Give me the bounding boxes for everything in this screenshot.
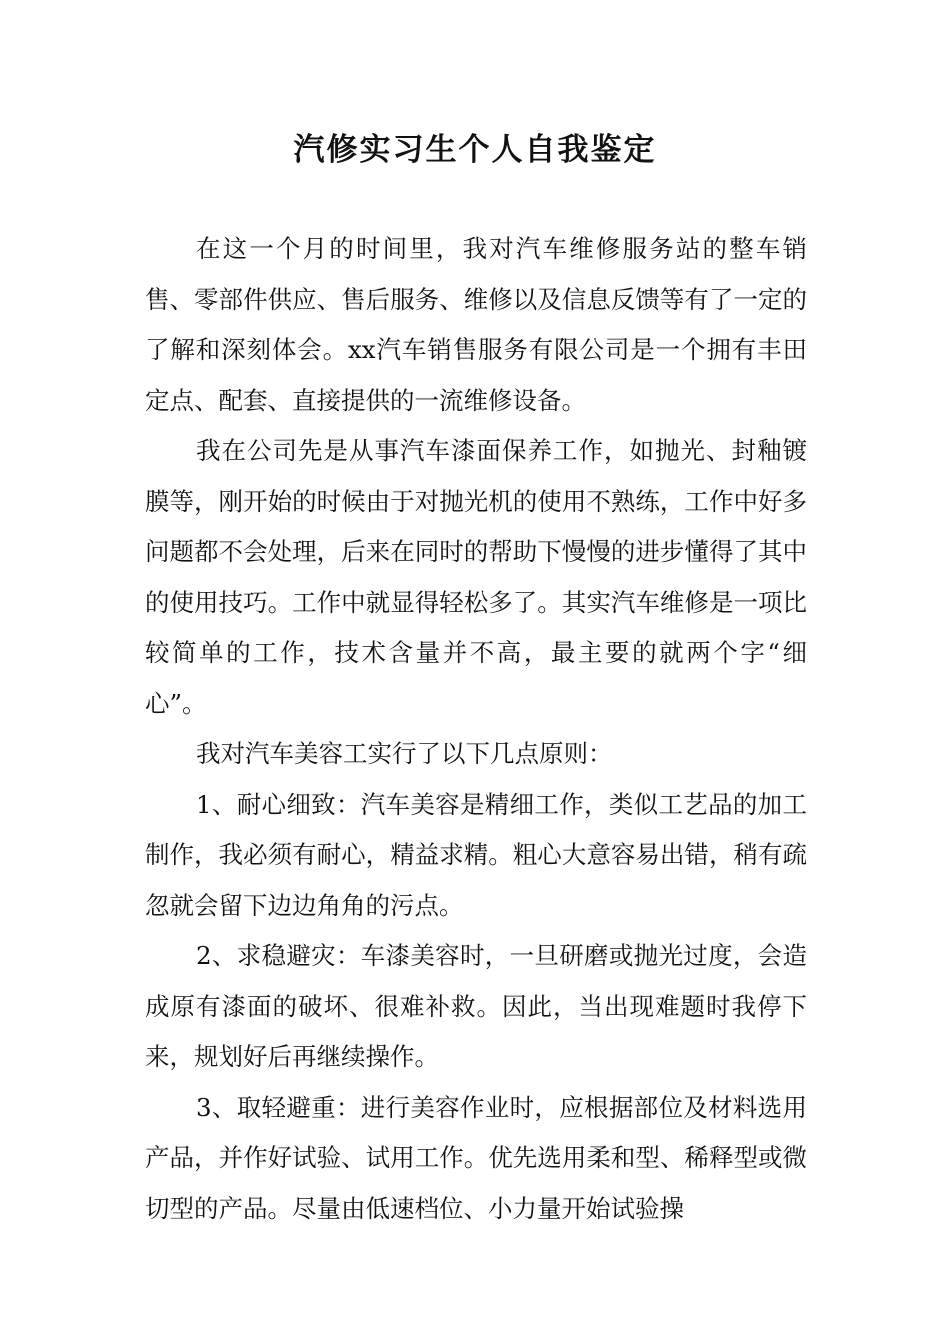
- document-title: 汽修实习生个人自我鉴定: [293, 132, 657, 168]
- paragraph-principles-intro: 我对汽车美容工实行了以下几点原则：: [196, 739, 613, 768]
- paragraph-principle-3: 3、取轻避重：进行美容作业时，应根据部位及材料选用产品，并作好试验、试用工作。优先选用柔和型、稀释型或微切型的产品。尽量由低速档位、小力量开始试验操: [145, 1092, 807, 1223]
- paragraph-work-experience: 我在公司先是从事汽车漆面保养工作，如抛光、封釉镀膜等，刚开始的时候由于对抛光机的使用不熟练，工作中好多问题都不会处理，后来在同时的帮助下慢慢的进步懂得了其中的使用技巧。工作中就显得轻松多了。其实汽车维修是一项比较简单的工作，技术含量并不高，最主要的就两个字“细心”。: [145, 436, 807, 718]
- paragraph-principle-1: 1、耐心细致：汽车美容是精细工作，类似工艺品的加工制作，我必须有耐心，精益求精。粗心大意容易出错，稍有疏忽就会留下边边角角的污点。: [145, 789, 807, 920]
- document-body: [145, 224, 807, 1234]
- paragraph-principle-2: 2、求稳避灾：车漆美容时，一旦研磨或抛光过度，会造成原有漆面的破坏、很难补救。因此，当出现难题时我停下来，规划好后再继续操作。: [145, 941, 807, 1071]
- paragraph-intro: 在这一个月的时间里，我对汽车维修服务站的整车销售、零部件供应、售后服务、维修以及信息反馈等有了一定的了解和深刻体会。xx汽车销售服务有限公司是一个拥有丰田定点、配套、直接提供的一流维修设备。: [145, 234, 807, 415]
